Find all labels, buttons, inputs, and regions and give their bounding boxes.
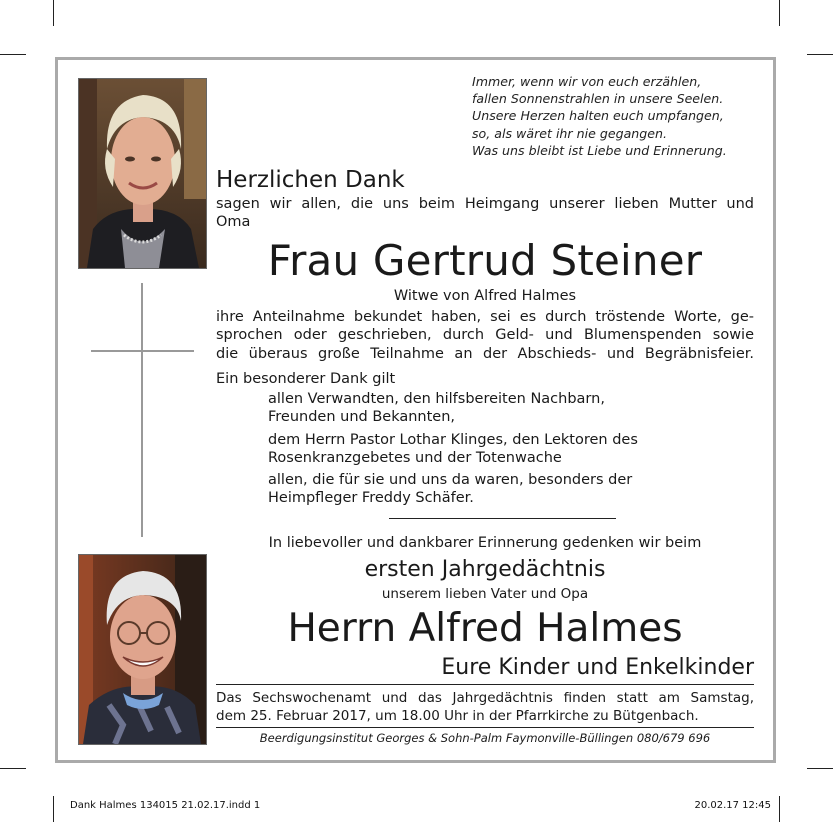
- memorial-relation: unserem lieben Vater und Opa: [381, 586, 589, 602]
- thanks-body-line: sprochen oder geschrieben, durch Geld- und Blumenspenden sowie: [216, 327, 754, 344]
- portrait-photo-alfred: [78, 554, 207, 745]
- special-thanks-line: Rosenkranzgebetes und der Totenwache: [268, 450, 562, 467]
- memorial-intro: In liebevoller und dankbarer Erinnerung gedenken wir beim: [268, 535, 702, 551]
- special-thanks-line: allen Verwandten, den hilfsbereiten Nachbarn,: [268, 391, 605, 407]
- mass-info-line: Das Sechswochenamt und das Jahrgedächtnis finden statt am Samstag,: [216, 690, 754, 706]
- thanks-body-line: ihre Anteilnahme bekundet haben, sei es durch tröstende Worte, ge-: [216, 309, 754, 325]
- poem-line: Was uns bleibt ist Liebe und Erinnerung.: [472, 142, 727, 158]
- divider-top: [216, 684, 754, 685]
- memorial-occasion: ersten Jahrgedächtnis: [364, 557, 606, 582]
- thanks-heading: Herzlichen Dank: [216, 167, 405, 193]
- poem-line: Unsere Herzen halten euch umpfangen,: [472, 108, 724, 124]
- crop-mark: [779, 0, 780, 26]
- crop-mark: [807, 54, 833, 55]
- mass-info-line: dem 25. Februar 2017, um 18.00 Uhr in der Pfarrkirche zu Bütgenbach.: [216, 708, 699, 724]
- thanks-body: [216, 308, 754, 363]
- cross-symbol: [141, 283, 143, 537]
- deceased-name-alfred: Herrn Alfred Halmes: [287, 606, 683, 651]
- crop-mark: [53, 796, 54, 822]
- thanks-body-line: die überaus große Teilnahme an der Abschieds- und Begräbnisfeier.: [216, 345, 754, 362]
- section-divider: [389, 518, 616, 519]
- deceased-subtitle: Witwe von Alfred Halmes: [393, 288, 577, 304]
- poem: [472, 73, 772, 159]
- thanks-intro-line: sagen wir allen, die uns beim Heimgang unserer lieben Mutter und: [216, 196, 754, 212]
- divider-bottom: [216, 727, 754, 728]
- crop-mark: [807, 768, 833, 769]
- print-timestamp: 20.02.17 12:45: [694, 800, 771, 811]
- special-thanks-line: Heimpfleger Freddy Schäfer.: [268, 490, 474, 507]
- poem-line: fallen Sonnenstrahlen in unsere Seelen.: [472, 91, 724, 107]
- crop-mark: [779, 796, 780, 822]
- poem-line: so, als wäret ihr nie gegangen.: [472, 125, 667, 141]
- thanks-intro: [216, 195, 754, 232]
- special-thanks-line: Freunden und Bekannten,: [268, 409, 456, 426]
- undertaker-line: Beerdigungsinstitut Georges & Sohn-Palm Faymonville-Büllingen 080/679 696: [259, 731, 711, 745]
- special-thanks-item: [268, 471, 632, 508]
- family-signature: Eure Kinder und Enkelkinder: [441, 655, 754, 680]
- special-thanks-intro: Ein besonderer Dank gilt: [216, 371, 396, 387]
- special-thanks-line: dem Herrn Pastor Lothar Klinges, den Lektoren des: [268, 432, 638, 448]
- special-thanks-line: allen, die für sie und uns da waren, besonders der: [268, 472, 633, 488]
- crop-mark: [0, 54, 26, 55]
- thanks-intro-line: Oma: [216, 214, 251, 231]
- mass-info: [216, 689, 754, 725]
- cross-symbol-bar: [91, 350, 194, 352]
- crop-mark: [0, 768, 26, 769]
- print-file-label: Dank Halmes 134015 21.02.17.indd 1: [70, 800, 261, 811]
- portrait-photo-gertrud: [78, 78, 207, 269]
- poem-line: Immer, wenn wir von euch erzählen,: [472, 74, 702, 89]
- crop-mark: [53, 0, 54, 26]
- deceased-name-gertrud: Frau Gertrud Steiner: [267, 236, 703, 285]
- special-thanks-item: [268, 390, 605, 427]
- special-thanks-item: [268, 431, 638, 468]
